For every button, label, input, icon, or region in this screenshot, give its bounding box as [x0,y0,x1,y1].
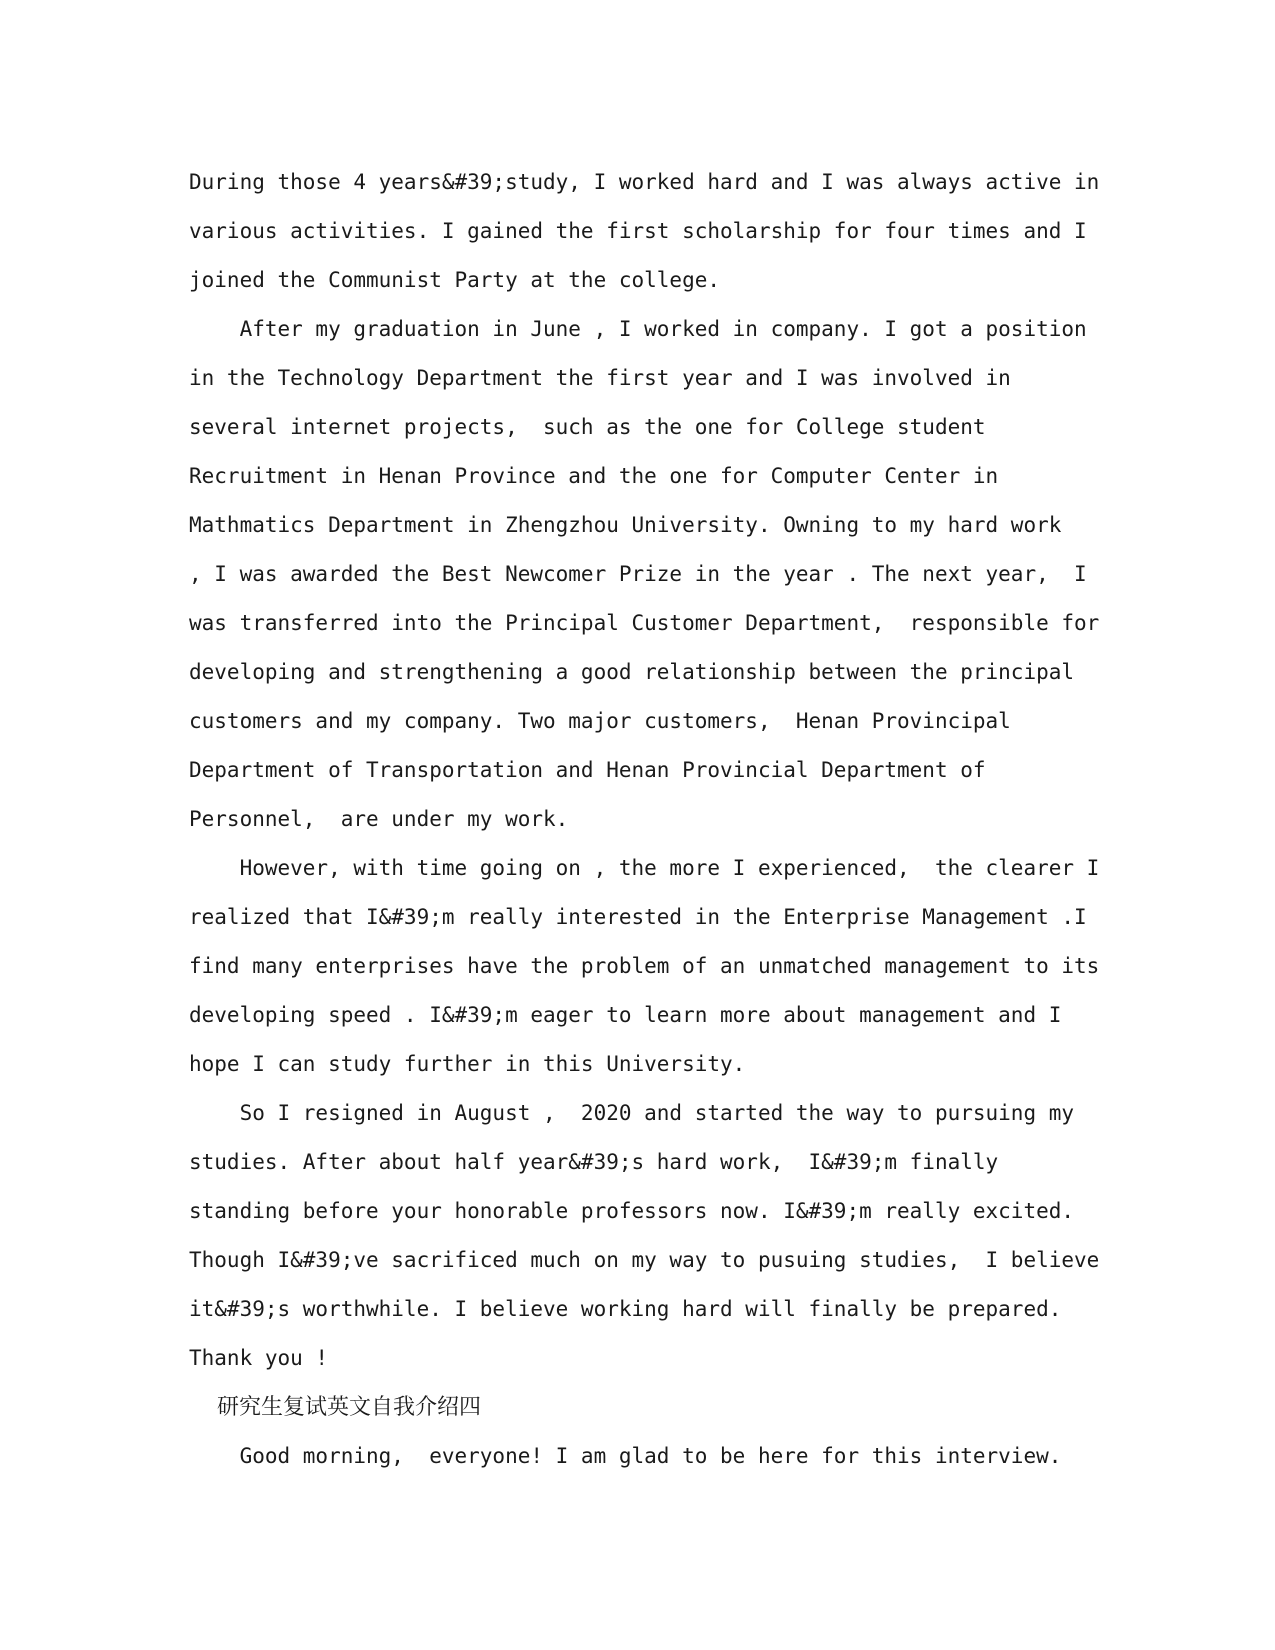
text-line: several internet projects, such as the one for College student [189,415,986,439]
paragraph-start-line: However, with time going on , the more I experienced, the clearer I [189,856,1100,880]
text-line: joined the Communist Party at the college. [189,268,721,292]
text-line: studies. After about half year&#39;s hard work, I&#39;m finally [189,1150,999,1174]
text-line: realized that I&#39;m really interested in the Enterprise Management .I [189,905,1087,929]
text-line: Recruitment in Henan Province and the one for Computer Center in [189,464,999,488]
text-line: in the Technology Department the first year and I was involved in [189,366,1011,390]
text-line: various activities. I gained the first scholarship for four times and I [189,219,1087,243]
text-line: Personnel, are under my work. [189,807,569,831]
text-line: developing and strengthening a good relationship between the principal [189,660,1075,684]
text-line: Though I&#39;ve sacrificed much on my way to pusuing studies, I believe [189,1248,1100,1272]
paragraph-start-line: Good morning, everyone! I am glad to be here for this interview. [189,1444,1062,1468]
text-line: find many enterprises have the problem of an unmatched management to its [189,954,1100,978]
section-heading: 研究生复试英文自我介绍四 [189,1395,481,1420]
text-line: , I was awarded the Best Newcomer Prize in the year . The next year, I [189,562,1087,586]
text-line: Thank you ! [189,1346,329,1370]
text-line: developing speed . I&#39;m eager to learn more about management and I [189,1003,1062,1027]
text-line: was transferred into the Principal Customer Department, responsible for [189,611,1100,635]
text-line: it&#39;s worthwhile. I believe working hard will finally be prepared. [189,1297,1062,1321]
text-line: Department of Transportation and Henan Provincial Department of [189,758,986,782]
body-text [189,158,1109,1481]
paragraph-start-line: So I resigned in August , 2020 and started the way to pursuing my [189,1101,1075,1125]
text-line: hope I can study further in this University. [189,1052,746,1076]
text-line: Mathmatics Department in Zhengzhou University. Owning to my hard work [189,513,1062,537]
paragraph-start-line: After my graduation in June , I worked in company. I got a position [189,317,1087,341]
text-line: standing before your honorable professors now. I&#39;m really excited. [189,1199,1075,1223]
text-line: customers and my company. Two major customers, Henan Provincipal [189,709,1011,733]
text-line: During those 4 years&#39;study, I worked hard and I was always active in [189,170,1100,194]
